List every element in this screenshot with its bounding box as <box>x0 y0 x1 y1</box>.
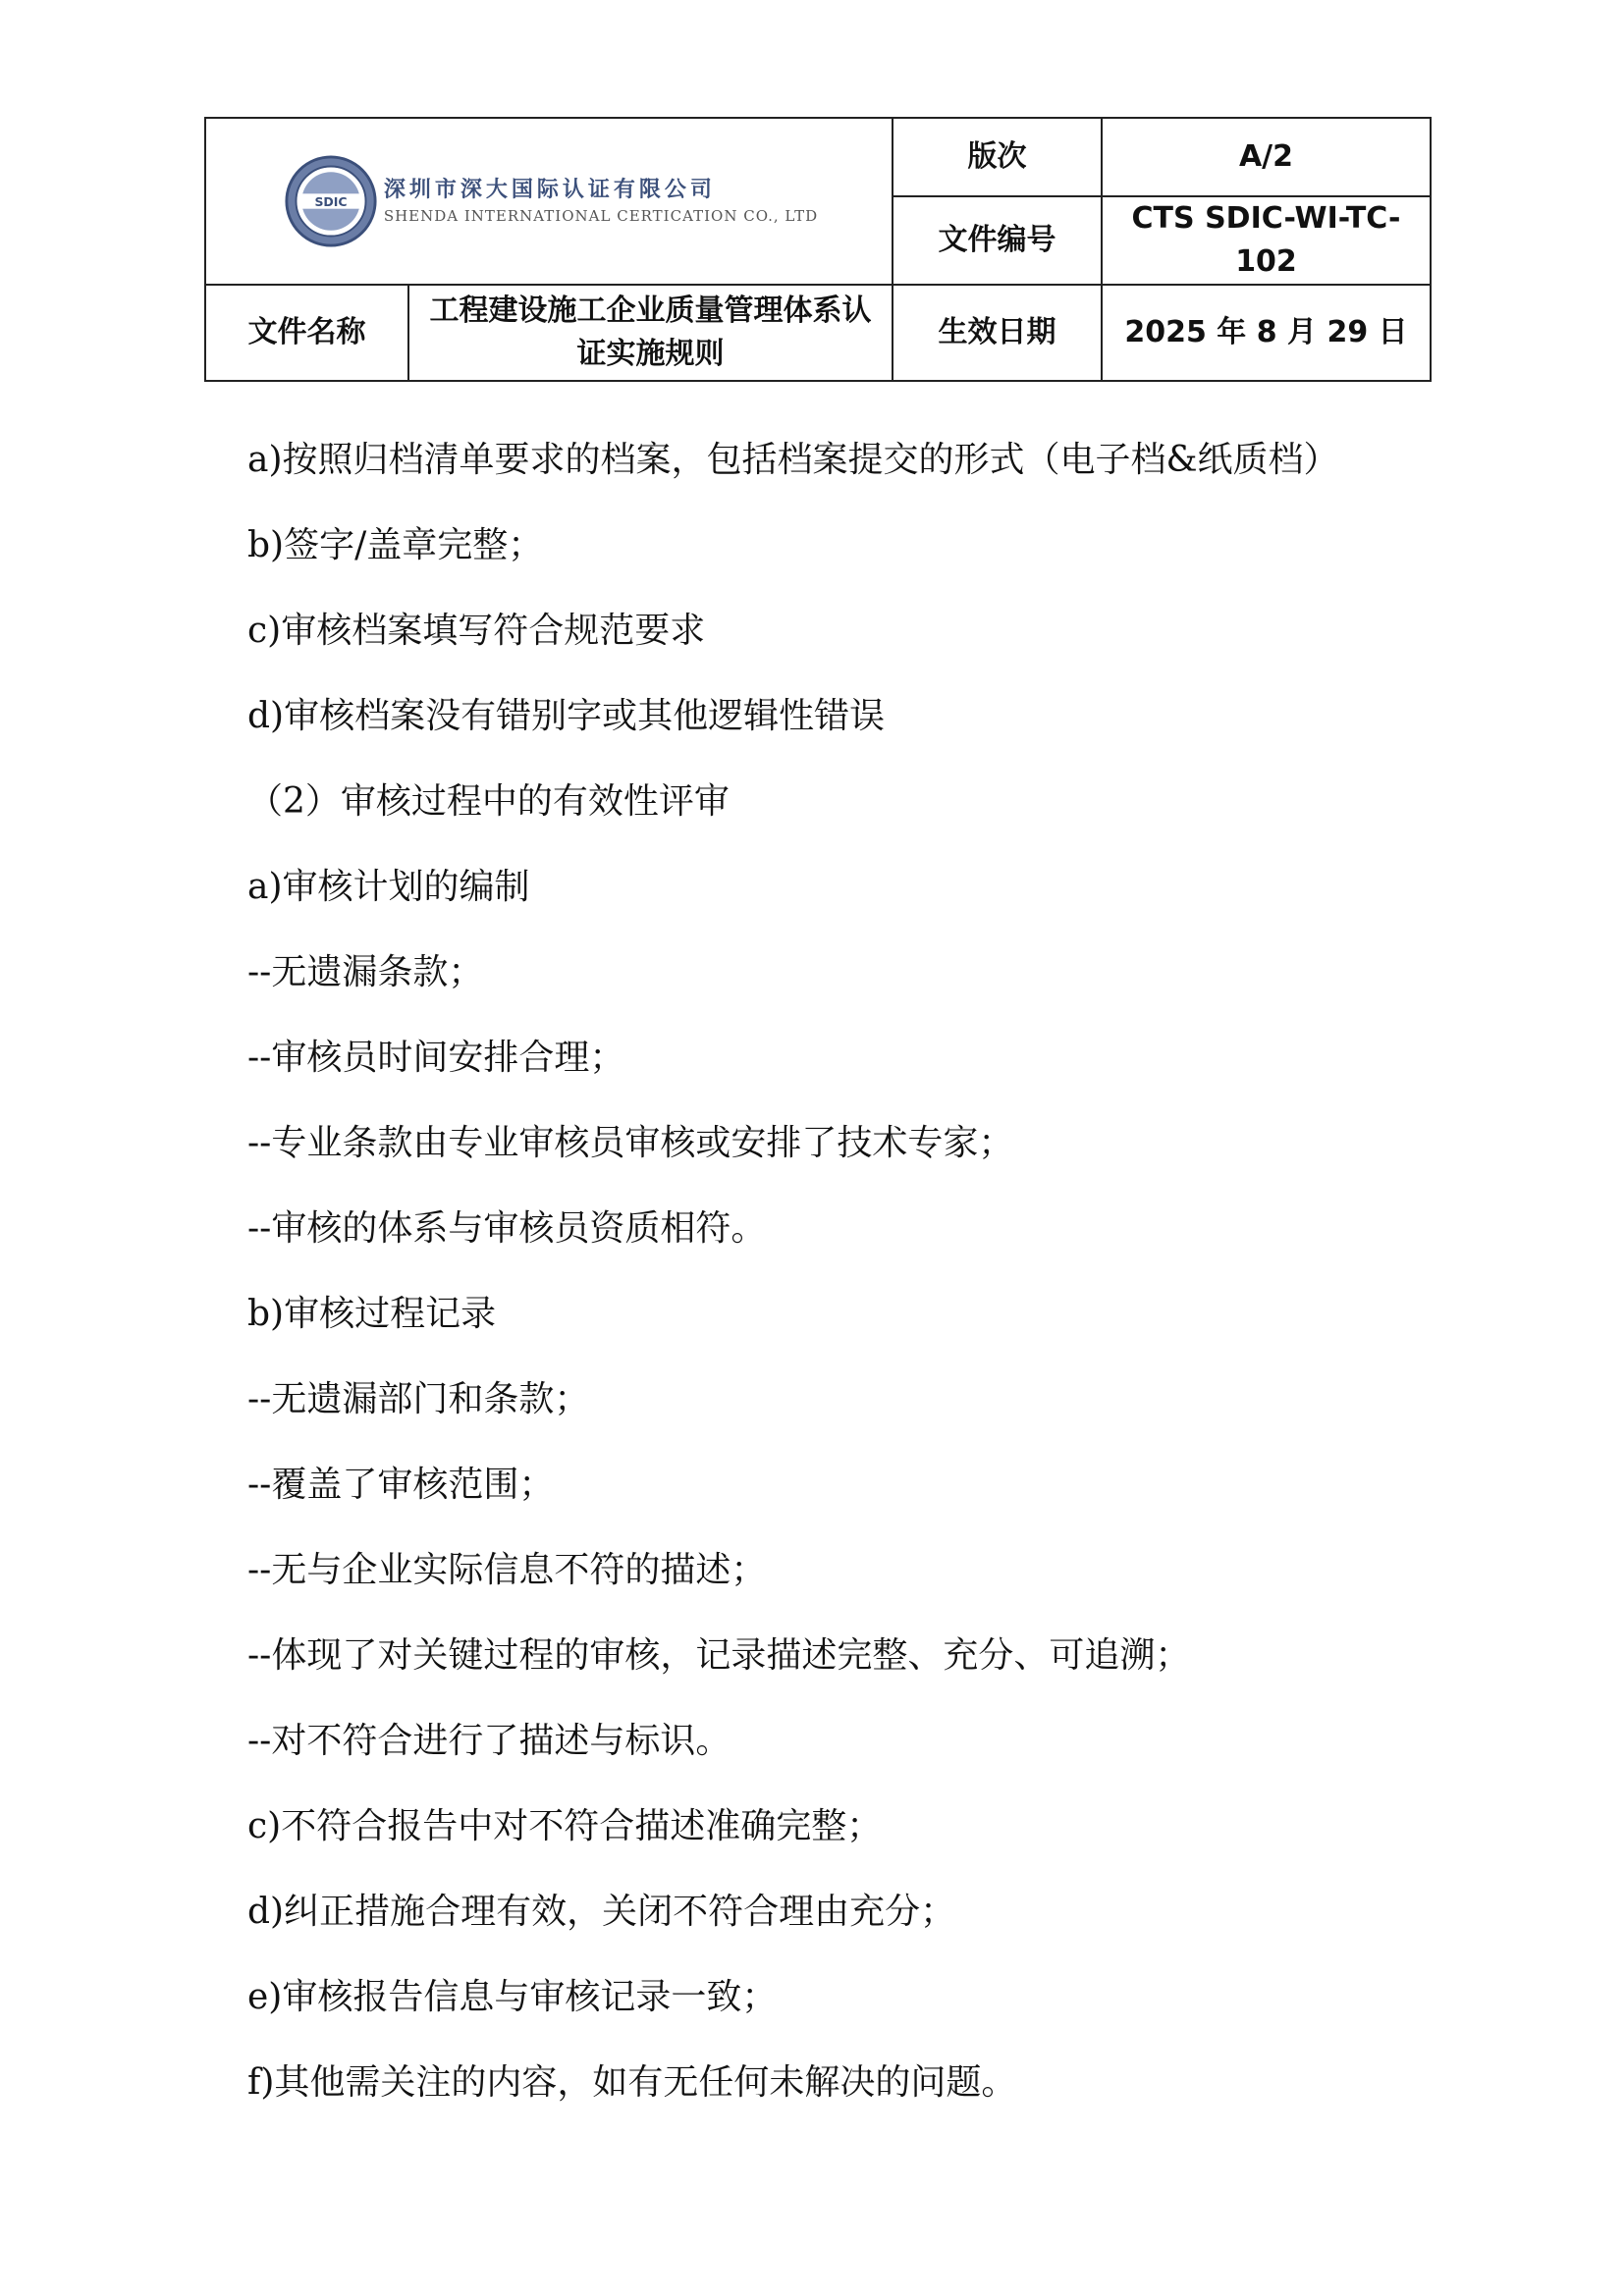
body-line: --审核的体系与审核员资质相符。 <box>247 1208 767 1249</box>
body-line: --无遗漏条款； <box>247 952 484 992</box>
body-line: c)审核档案填写符合规范要求 <box>247 611 706 651</box>
body-line: --对不符合进行了描述与标识。 <box>247 1721 731 1761</box>
logo-cell <box>205 118 893 285</box>
body-line: c)不符合报告中对不符合描述准确完整； <box>247 1806 883 1846</box>
emblem-label: SDIC <box>314 193 348 209</box>
effective-date-value: 2025 年 8 月 29 日 <box>1102 285 1431 381</box>
document-body <box>247 417 1426 2125</box>
company-emblem-icon <box>284 154 378 248</box>
body-line: d)纠正措施合理有效，关闭不符合理由充分； <box>247 1892 956 1932</box>
version-value: A/2 <box>1102 118 1431 196</box>
company-name-en: SHENDA INTERNATIONAL CERTICATION CO., LTD <box>383 207 819 225</box>
doc-name-value <box>408 285 893 381</box>
body-line: e)审核报告信息与审核记录一致； <box>247 1977 778 2017</box>
doc-name-label: 文件名称 <box>205 285 408 381</box>
body-line: --专业条款由专业审核员审核或安排了技术专家； <box>247 1123 1014 1163</box>
doc-number-label: 文件编号 <box>893 196 1102 285</box>
company-name-cn: 深圳市深大国际认证有限公司 <box>383 178 716 202</box>
body-line: --覆盖了审核范围； <box>247 1465 555 1505</box>
body-line: d)审核档案没有错别字或其他逻辑性错误 <box>247 696 886 736</box>
doc-name-line-2: 证实施规则 <box>576 337 725 371</box>
body-line: f)其他需关注的内容，如有无任何未解决的问题。 <box>247 2062 1017 2103</box>
body-line: --无遗漏部门和条款； <box>247 1379 590 1419</box>
body-line: --审核员时间安排合理； <box>247 1038 625 1078</box>
body-line: a)按照归档清单要求的档案，包括档案提交的形式（电子档&纸质档） <box>247 440 1339 480</box>
document-header-table <box>204 117 1432 382</box>
body-line: a)审核计划的编制 <box>247 867 530 907</box>
effective-date-label: 生效日期 <box>893 285 1102 381</box>
body-line: --无与企业实际信息不符的描述； <box>247 1550 767 1590</box>
doc-number-value: CTS SDIC-WI-TC-102 <box>1102 196 1431 285</box>
body-line: b)签字/盖章完整； <box>247 525 544 565</box>
company-logo <box>206 119 892 284</box>
body-line: --体现了对关键过程的审核，记录描述完整、充分、可追溯； <box>247 1635 1191 1676</box>
body-line: b)审核过程记录 <box>247 1294 497 1334</box>
version-label: 版次 <box>893 118 1102 196</box>
section-heading: （2）审核过程中的有效性评审 <box>247 781 730 822</box>
doc-name-line-1: 工程建设施工企业质量管理体系认 <box>429 294 872 328</box>
